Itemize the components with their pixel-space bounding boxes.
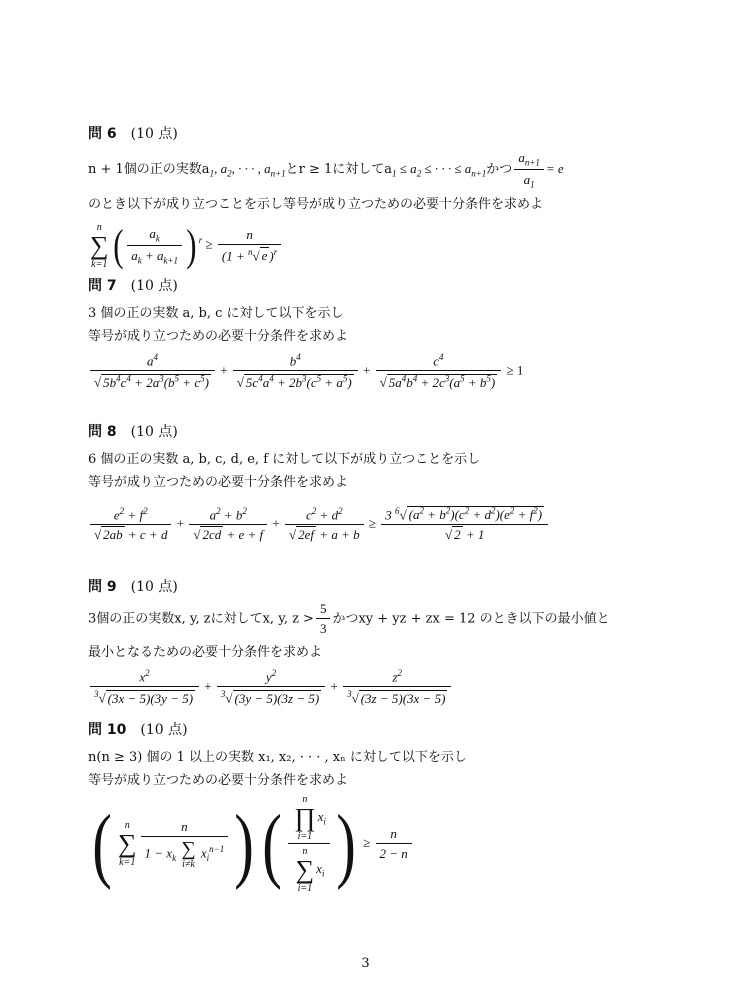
problem-number: 問 8 <box>88 424 117 440</box>
problem-number: 問 6 <box>88 126 117 142</box>
problem-10 <box>88 720 688 894</box>
problem-number: 問 10 <box>88 722 127 738</box>
problem-points: (10 点) <box>130 278 178 294</box>
problem-number: 問 9 <box>88 579 117 595</box>
problem-points: (10 点) <box>130 126 178 142</box>
problem-8 <box>88 422 688 543</box>
problem-points: (10 点) <box>130 579 178 595</box>
problem-7-statement-line-1: 3 個の正の実数 a, b, c に対して以下を示し <box>88 306 344 321</box>
problem-9 <box>88 577 688 707</box>
problem-number: 問 7 <box>88 278 117 294</box>
problem-6-statement-line-1: n + 1個の正の実数$a_1$, $a_2$, · · · , $a_{n+1}$とr ≥ 1に対して$a_1 \le a_2$ ≤ · · · ≤ $a_{n+1}$かつ $\frac{a_{n+1}}{a_1}$ = e <box>88 150 564 190</box>
problem-10-inequality: ( n ∑ k=1 n $1 - x_k$ ∑ i≠k $x_i^{n-1}$ )( n ∏ $i=1x_i$ n ∑ $i=1x_i$ ) ≥ $\frac{n}{2 - n}$ <box>88 794 688 894</box>
problem-6-header <box>88 124 688 144</box>
problem-points: (10 点) <box>140 722 188 738</box>
problem-6 <box>88 124 688 271</box>
problem-10-statement-line-1: n(n ≥ 3) 個の 1 以上の実数 x₁, x₂, · · · , xₙ に対して以下を示し <box>88 750 467 765</box>
problem-8-header <box>88 422 688 442</box>
problem-9-statement-line-1: 3個の正の実数x, y, zに対してx, y, z > $\frac{5}{3}$ かつxy + yz + zx = 12 のとき以下の最小値と <box>88 601 610 636</box>
problem-8-inequality: $\frac{e^2 + f^2}{√ 2ab + c + d}$ + $\frac{a^2 + b^2}{√ 2cd + e + f}$ + $\frac{c^2 + d^2}{√ 2ef + a + b}$ ≥ $\frac{3 ^6√ (a^2 + b^2)(c^2 + d^2)(e^2 + f^2)}{√ 2 + 1}$ <box>88 506 688 543</box>
problem-10-header <box>88 720 688 740</box>
problem-7-header <box>88 276 688 296</box>
problem-7 <box>88 276 688 391</box>
problem-7-inequality: $\frac{a^4}{√ 5b^4c^4 + 2a^3(b^5 + c^5)}$ + $\frac{b^4}{√ 5c^4a^4 + 2b^3(c^5 + a^5)}$ + $\frac{c^4}{√ 5a^4b^4 + 2c^3(a^5 + b^5)}$ ≥ 1 <box>88 352 688 391</box>
problem-7-statement-line-2: 等号が成り立つための必要十分条件を求めよ <box>88 329 349 344</box>
problem-8-statement-line-1: 6 個の正の実数 a, b, c, d, e, f に対して以下が成り立つことを示し <box>88 452 481 467</box>
problem-6-statement-line-2: のとき以下が成り立つことを示し等号が成り立つための必要十分条件を求めよ <box>88 197 544 213</box>
problem-6-inequality: n ∑ k=1 ( $\frac{a_k}{a_k + a_{k+1}}$ ) $^r$ ≥ $\frac{n}{(1 + ^n√ e )^r}$ <box>88 220 688 271</box>
problem-9-header <box>88 577 688 597</box>
problem-9-expression: $\frac{x^2}{^3√ (3x - 5)(3y - 5)}$ + $\frac{y^2}{^3√ (3y - 5)(3z - 5)}$ + $\frac{z^2}{^3√ (3z - 5)(3x - 5)}$ <box>88 668 688 707</box>
problem-9-statement-line-2: 最小となるための必要十分条件を求めよ <box>88 645 323 660</box>
problem-points: (10 点) <box>130 424 178 440</box>
problem-10-statement-line-2: 等号が成り立つための必要十分条件を求めよ <box>88 773 349 788</box>
problem-8-statement-line-2: 等号が成り立つための必要十分条件を求めよ <box>88 475 349 490</box>
page-number: 3 <box>361 956 370 971</box>
